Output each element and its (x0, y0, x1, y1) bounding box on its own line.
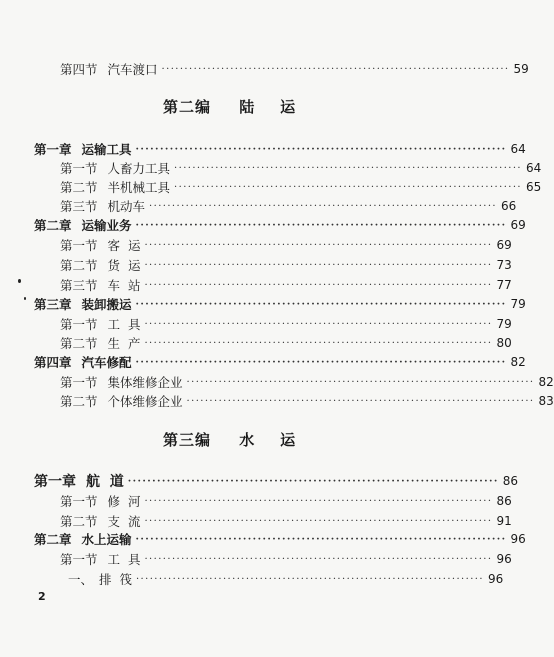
section-entry: 第一节 客 运 ············································································ 69 (60, 238, 512, 253)
section-entry: 第一节 工 具 ············································································ 79 (60, 317, 512, 332)
chapter-entry: 第三章 装卸搬运 ············································································ 79 (34, 297, 526, 312)
chapter-entry: 第一章 运输工具 ············································································ 64 (34, 142, 526, 157)
section-entry: 第二节 货 运 ············································································ 73 (60, 258, 512, 273)
section-entry: 第一节 集体维修企业 ············································································ 82 (60, 375, 554, 390)
section-entry: 第一节 修 河 ············································································ 86 (60, 494, 512, 509)
section-entry: 第一节 人畜力工具 ············································································ 64 (60, 161, 542, 176)
part-heading (163, 96, 296, 117)
chapter-entry: 第二章 运输业务 ············································································ 69 (34, 218, 526, 233)
part-heading (163, 429, 296, 450)
section-entry: 第三节 机动车 ············································································ 66 (60, 199, 517, 214)
page-number: 2 (38, 590, 46, 603)
section-entry: 第一节 工 具 ············································································ 96 (60, 552, 512, 567)
section-entry: 第二节 个体维修企业 ············································································ 83 (60, 394, 554, 409)
scan-speck (24, 297, 26, 300)
part-number: 第二编 (163, 98, 212, 116)
chapter-entry: 第一章 航 道 ············································································ 86 (34, 474, 519, 490)
section-entry: 第三节 车 站 ············································································ 77 (60, 278, 512, 293)
scan-speck (18, 279, 21, 283)
part-subject: 水 运 (239, 431, 297, 449)
section-entry: 第二节 支 流 ············································································ 91 (60, 514, 512, 529)
chapter-entry: 第二章 水上运输 ············································································ 96 (34, 532, 526, 547)
section-entry: 第二节 半机械工具 ············································································ 65 (60, 180, 542, 195)
section-entry: 第二节 生 产 ············································································ 80 (60, 336, 512, 351)
toc-entry: 第四节 汽车渡口 ············································································ 59 (60, 62, 529, 77)
part-subject: 陆 运 (239, 98, 297, 116)
chapter-entry: 第四章 汽车修配 ············································································ 82 (34, 355, 526, 370)
part-number: 第三编 (163, 431, 212, 449)
item-entry: 一、 排 筏 ············································································ 96 (68, 572, 504, 587)
